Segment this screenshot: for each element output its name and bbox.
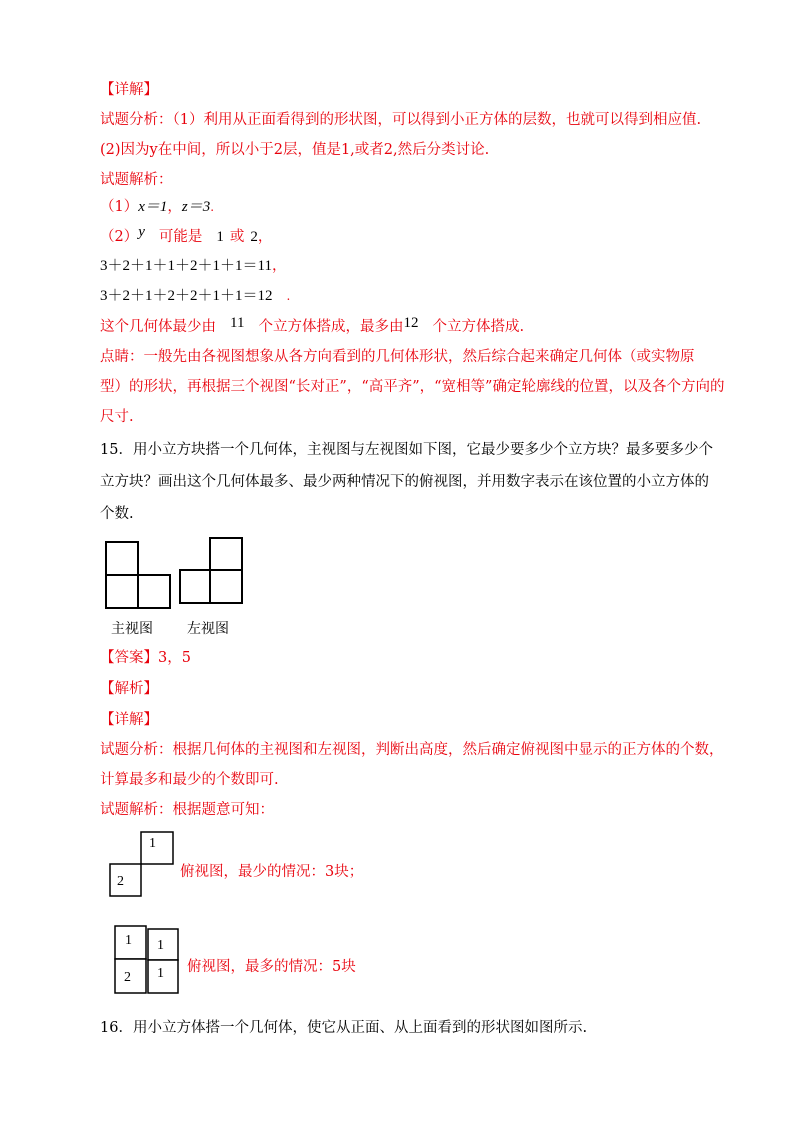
tip-line-1: 点睛：一般先由各视图想象从各方向看到的几何体形状，然后综合起来确定几何体（或实物原 [100, 349, 695, 365]
conclusion-min: 11 [230, 315, 245, 331]
analysis-line-4: 计算最多和最少的个数即可. [100, 772, 279, 788]
front-view-figure [104, 540, 172, 610]
part2-or: 或 [229, 229, 245, 245]
solve-label-2: 试题解析：根据题意可知： [100, 802, 274, 818]
max-cell-r2c1: 2 [124, 970, 131, 985]
solve-label: 试题解析： [100, 172, 173, 188]
jiexi-heading: 【解析】 [100, 681, 158, 697]
answer-line: 【答案】3，5 [100, 650, 191, 666]
part1-sep: ， [167, 199, 182, 215]
q15-line-1: 15．用小立方块搭一个几何体，主视图与左视图如下图，它最少要多少个立方块？最多要多少个 [100, 442, 713, 458]
conclusion-b: 个立方体搭成，最多由 [258, 319, 404, 335]
conclusion-c: 个立方体搭成. [432, 319, 525, 335]
max-caption: 俯视图，最多的情况：5块 [187, 959, 356, 975]
detail-heading-2: 【详解】 [100, 712, 158, 728]
part2-v1: 1 [216, 229, 224, 245]
tip-line-3: 尺寸. [100, 409, 134, 425]
min-caption: 俯视图，最少的情况：3块； [180, 864, 364, 880]
q15-line-3: 个数. [100, 506, 134, 522]
part1-x: x＝1 [138, 199, 168, 215]
analysis-line-2: (2)因为y在中间，所以小于2层，值是1,或者2,然后分类讨论. [100, 142, 490, 158]
analysis-line-3: 试题分析：根据几何体的主视图和左视图，判断出高度，然后确定俯视图中显示的正方体的个数， [100, 742, 724, 758]
part2-mid: 可能是 [158, 229, 203, 245]
part2-end: ， [257, 229, 273, 245]
min-cell-top: 1 [149, 836, 156, 851]
part1-z: z＝3 [181, 199, 211, 215]
part2-prefix: （2） [100, 229, 139, 245]
detail-heading-1: 【详解】 [100, 82, 158, 98]
part2-y: y [138, 224, 145, 240]
part1-end: . [210, 200, 215, 214]
part1-prefix: （1） [100, 199, 139, 215]
tip-line-2: 型）的形状，再根据三个视图“长对正”，“高平齐”，“宽相等”确定轮廓线的位置，以及各个方向的 [100, 379, 725, 395]
conclusion-max: 12 [403, 315, 419, 331]
equation-1-end: ， [271, 258, 287, 274]
conclusion-a: 这个几何体最少由 [100, 319, 216, 335]
equation-2-text: 3＋2＋1＋2＋2＋1＋1＝12 [100, 288, 273, 304]
q16-line: 16．用小立方体搭一个几何体，使它从正面、从上面看到的形状图如图所示. [100, 1020, 588, 1036]
equation-2 [100, 286, 290, 306]
q15-line-2: 立方块？画出这个几何体最多、最少两种情况下的俯视图，并用数字表示在该位置的小立方体的 [100, 474, 709, 490]
conclusion-line [100, 317, 524, 337]
max-cell-r1c1: 1 [125, 933, 132, 948]
part2-line [100, 224, 273, 247]
analysis-line-1: 试题分析：（1）利用从正面看得到的形状图，可以得到小正方体的层数，也就可以得到相应值. [100, 112, 702, 128]
part1-line [100, 197, 214, 217]
equation-2-end: . [286, 289, 291, 303]
equation-1 [100, 256, 286, 276]
equation-1-text: 3＋2＋1＋1＋2＋1＋1＝11 [100, 258, 272, 274]
max-cell-r2c2: 1 [157, 966, 164, 981]
max-cell-r1c2: 1 [157, 938, 164, 953]
min-cell-bottom: 2 [117, 874, 124, 889]
front-view-caption: 主视图 [111, 621, 153, 637]
left-view-figure [178, 536, 244, 606]
part2-v2: 2 [250, 229, 258, 245]
left-view-caption: 左视图 [187, 621, 229, 637]
